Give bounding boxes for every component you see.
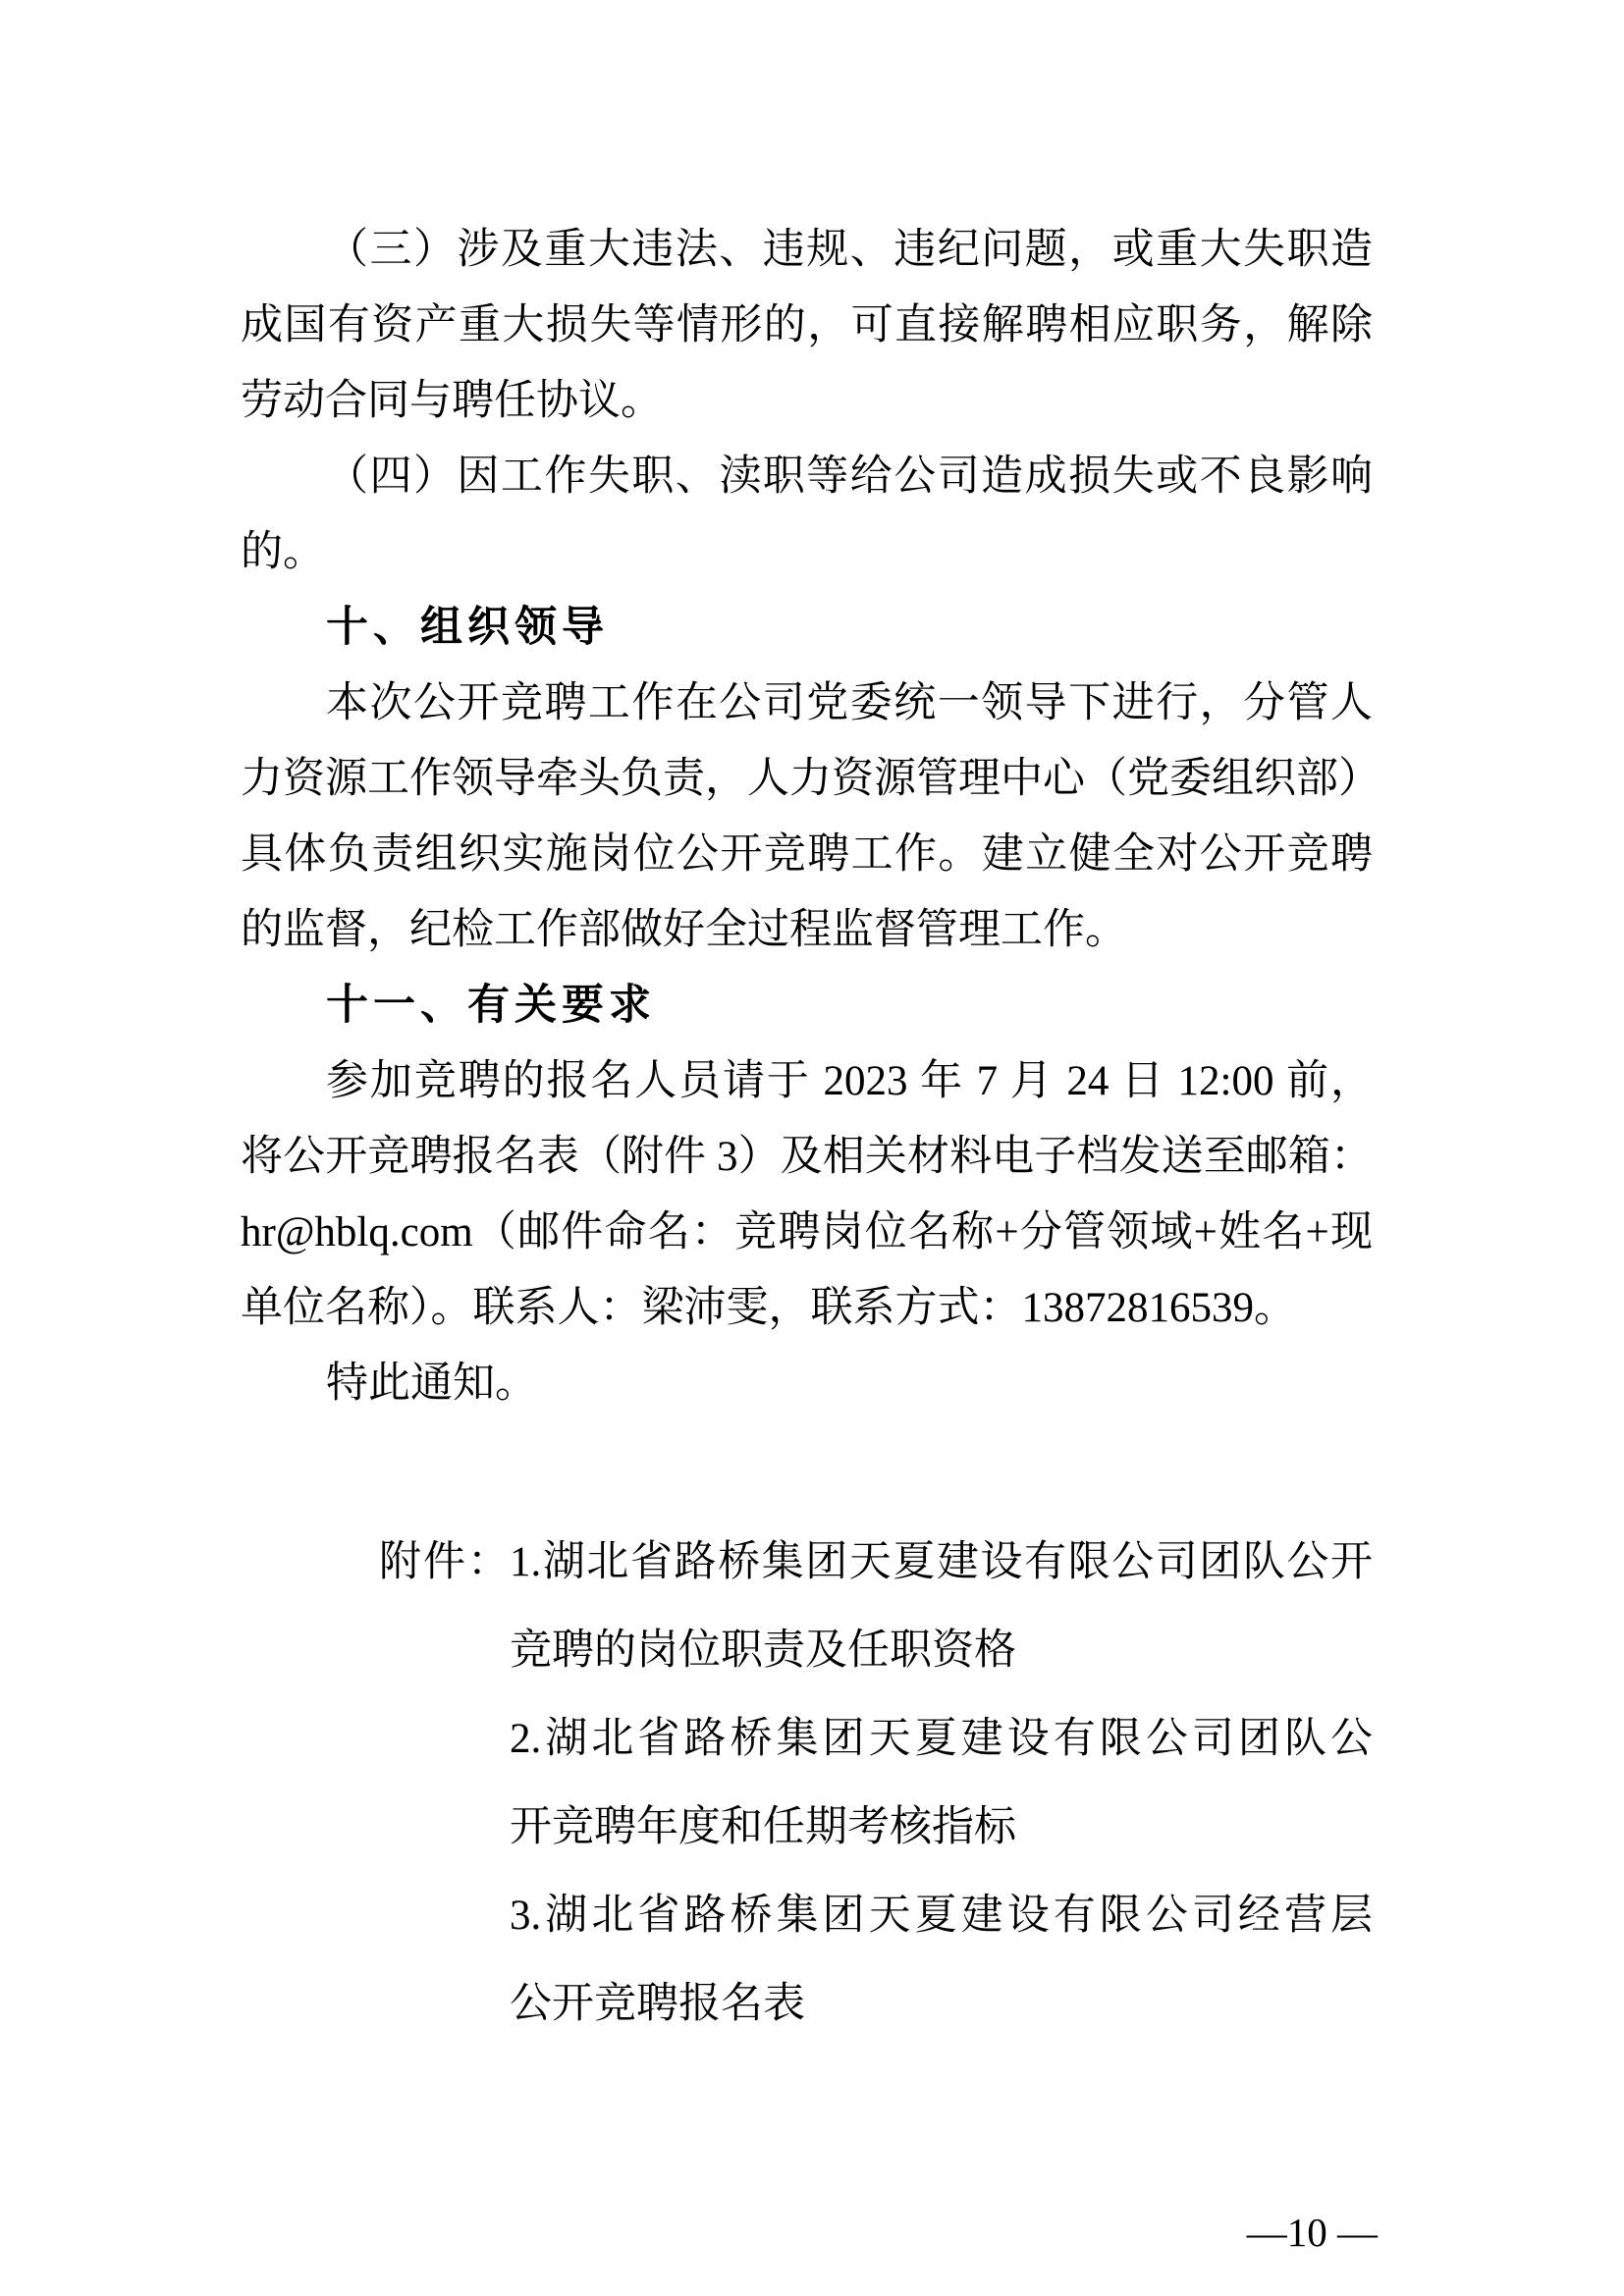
attachment-line: 3.湖北省路桥集团天夏建设有限公司经营层 [510, 1893, 1373, 1939]
body-text-line: （三）涉及重大违法、违规、违纪问题，或重大失职造 [326, 227, 1373, 273]
section-heading: 十、组织领导 [326, 604, 609, 651]
attachment-line: 公开竞聘报名表 [510, 1981, 805, 2027]
attachment-line: 竞聘的岗位职责及任职资格 [510, 1628, 1016, 1674]
body-text-line: 参加竞聘的报名人员请于 2023 年 7 月 24 日 12:00 前， [326, 1058, 1373, 1104]
attachments-label: 附件： [379, 1539, 512, 1585]
body-text-line: 将公开竞聘报名表（附件 3）及相关材料电子档发送至邮箱： [241, 1134, 1373, 1180]
body-text-line: 的监督，纪检工作部做好全过程监督管理工作。 [241, 907, 1127, 953]
attachment-line: 开竞聘年度和任期考核指标 [510, 1804, 1016, 1850]
body-text-line: 单位名称）。联系人：梁沛雯，联系方式：13872816539。 [241, 1285, 1296, 1331]
document-body [241, 212, 1380, 1421]
page-number: —10 — [1246, 2210, 1378, 2255]
attachment-line: 1.湖北省路桥集团天夏建设有限公司团队公开 [510, 1539, 1373, 1585]
attachments-section [379, 1519, 1373, 2049]
body-text-line: 本次公开竞聘工作在公司党委统一领导下进行，分管人 [326, 680, 1373, 726]
body-text-line: 劳动合同与聘任协议。 [241, 378, 663, 424]
body-text-line: 具体负责组织实施岗位公开竞聘工作。建立健全对公开竞聘 [241, 831, 1373, 878]
body-text-line: 特此通知。 [326, 1361, 537, 1407]
body-text-line: 的。 [241, 529, 325, 575]
body-text-line: 成国有资产重大损失等情形的，可直接解聘相应职务，解除 [241, 302, 1373, 348]
body-text-line: hr@hblq.com（邮件命名：竞聘岗位名称+分管领域+姓名+现 [241, 1209, 1373, 1255]
body-text-line: （四）因工作失职、渎职等给公司造成损失或不良影响 [326, 454, 1373, 500]
page-footer [980, 2156, 1378, 2296]
attachments-lines [510, 1519, 1373, 2049]
body-text-line: 力资源工作领导牵头负责，人力资源管理中心（党委组织部） [241, 756, 1380, 802]
attachment-line: 2.湖北省路桥集团天夏建设有限公司团队公 [510, 1716, 1373, 1762]
section-heading: 十一、有关要求 [326, 982, 656, 1029]
